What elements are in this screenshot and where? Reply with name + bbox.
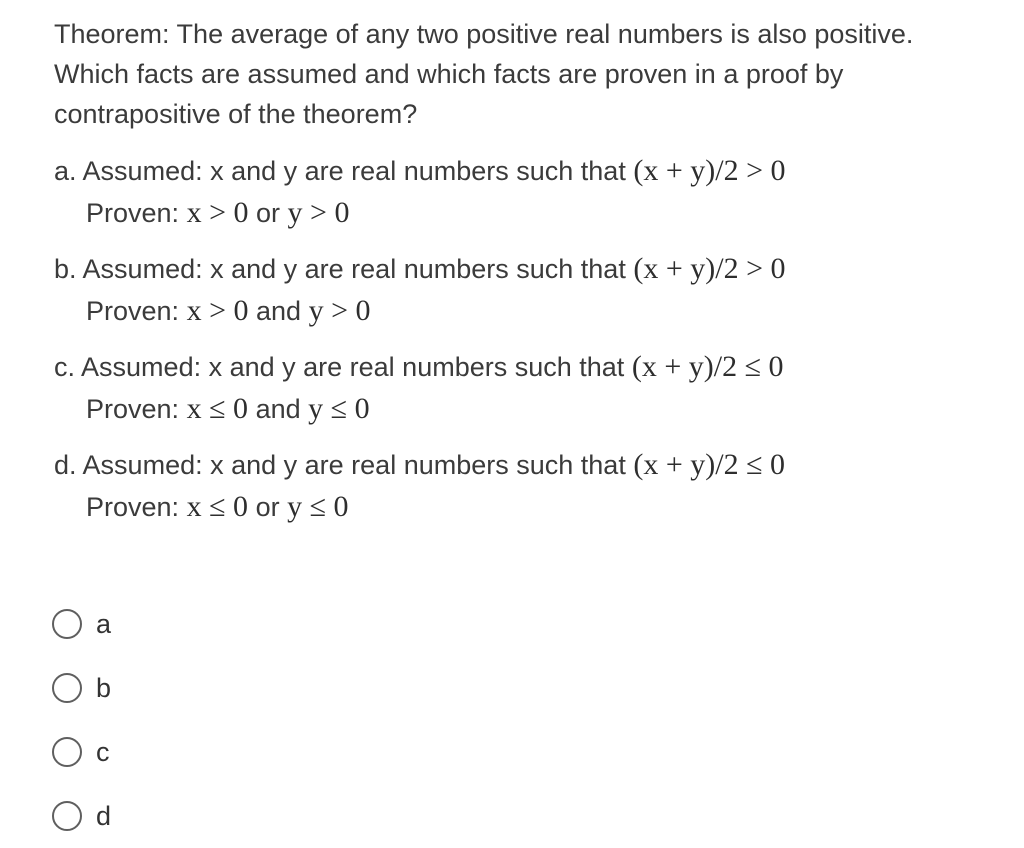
- option-proven-line: [54, 486, 984, 528]
- option-proven-label: Proven:: [86, 198, 180, 228]
- answer-label-c: c: [96, 736, 110, 767]
- radio-button-d[interactable]: [52, 801, 82, 831]
- option-assumed-text: Assumed: x and y are real numbers such that: [81, 352, 625, 382]
- option-proven-math-2: y ≤ 0: [287, 490, 349, 523]
- option-letter: b.: [54, 254, 77, 284]
- option-a: [54, 150, 984, 234]
- option-assumed-math: (x + y)/2 ≤ 0: [633, 448, 786, 481]
- option-connector: and: [256, 296, 302, 326]
- prompt-line-1: Theorem: The average of any two positive real numbers is also positive.: [54, 19, 914, 49]
- option-connector: or: [255, 492, 280, 522]
- option-proven-line: [54, 290, 984, 332]
- option-letter: d.: [54, 450, 77, 480]
- option-letter: a.: [54, 156, 77, 186]
- option-assumed-math: (x + y)/2 > 0: [633, 154, 786, 187]
- option-proven-math-1: x > 0: [186, 294, 249, 327]
- answer-label-a: a: [96, 608, 112, 639]
- answer-choice-b[interactable]: [52, 656, 111, 720]
- option-proven-math-1: x > 0: [186, 196, 249, 229]
- radio-button-b[interactable]: [52, 673, 82, 703]
- option-assumed-text: Assumed: x and y are real numbers such that: [82, 254, 626, 284]
- option-proven-line: [54, 192, 984, 234]
- option-proven-math-2: y > 0: [287, 196, 350, 229]
- option-proven-label: Proven:: [86, 296, 180, 326]
- option-d: [54, 444, 984, 528]
- option-assumed-text: Assumed: x and y are real numbers such that: [82, 156, 626, 186]
- option-assumed-text: Assumed: x and y are real numbers such that: [82, 450, 626, 480]
- answer-choice-a[interactable]: [52, 592, 111, 656]
- option-proven-math-2: y ≤ 0: [308, 392, 370, 425]
- option-connector: and: [255, 394, 301, 424]
- radio-button-c[interactable]: [52, 737, 82, 767]
- radio-button-a[interactable]: [52, 609, 82, 639]
- prompt-line-3: contrapositive of the theorem?: [54, 99, 418, 129]
- option-assumed-line: [54, 346, 984, 388]
- option-list: [54, 150, 984, 528]
- option-proven-math-1: x ≤ 0: [186, 490, 249, 523]
- option-proven-math-2: y > 0: [308, 294, 371, 327]
- answer-choices: [52, 592, 111, 848]
- option-connector: or: [256, 198, 281, 228]
- prompt-line-2: Which facts are assumed and which facts are proven in a proof by: [54, 59, 844, 89]
- answer-label-d: d: [96, 800, 112, 831]
- option-assumed-line: [54, 150, 984, 192]
- option-assumed-math: (x + y)/2 > 0: [633, 252, 786, 285]
- question-prompt: [54, 14, 984, 134]
- option-proven-math-1: x ≤ 0: [186, 392, 249, 425]
- option-proven-label: Proven:: [86, 394, 180, 424]
- answer-choice-d[interactable]: [52, 784, 111, 848]
- question-block: [54, 14, 984, 542]
- option-b: [54, 248, 984, 332]
- answer-choice-c[interactable]: [52, 720, 111, 784]
- option-assumed-line: [54, 444, 984, 486]
- option-proven-line: [54, 388, 984, 430]
- answer-label-b: b: [96, 672, 112, 703]
- option-letter: c.: [54, 352, 76, 382]
- option-assumed-line: [54, 248, 984, 290]
- option-proven-label: Proven:: [86, 492, 180, 522]
- option-assumed-math: (x + y)/2 ≤ 0: [631, 350, 784, 383]
- option-c: [54, 346, 984, 430]
